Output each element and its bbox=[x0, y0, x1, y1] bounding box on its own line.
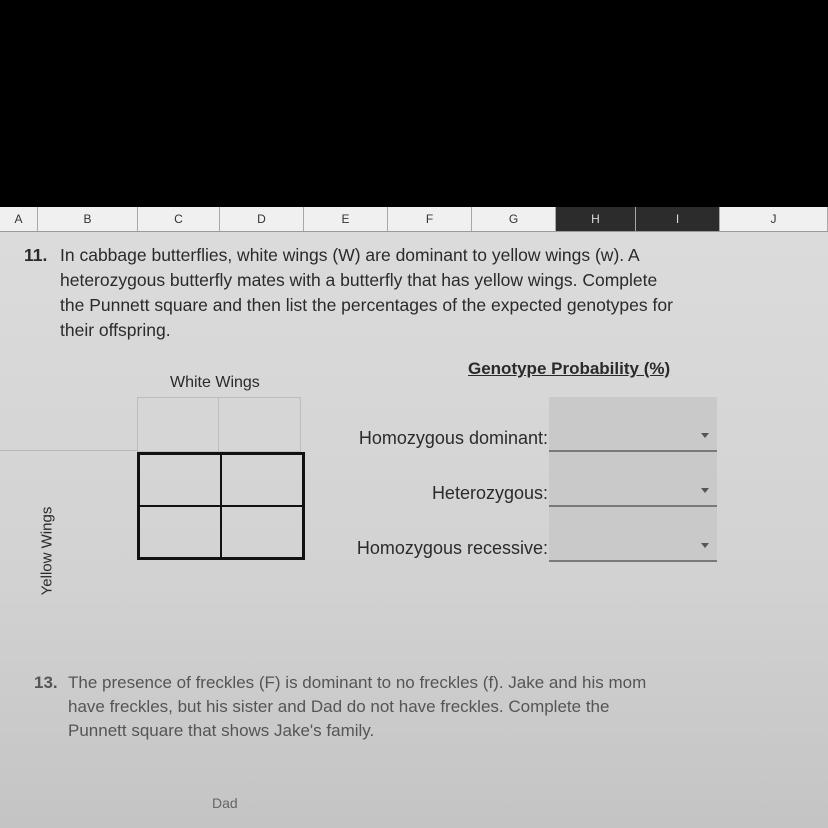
punnett-13-top-label: Dad bbox=[212, 795, 238, 811]
column-header-c[interactable]: C bbox=[138, 207, 220, 231]
column-header-g[interactable]: G bbox=[472, 207, 556, 231]
punnett-cell-4[interactable] bbox=[221, 506, 305, 560]
punnett-cell-3[interactable] bbox=[137, 506, 221, 560]
question-11-number: 11. bbox=[24, 245, 48, 265]
heterozygous-dropdown[interactable] bbox=[549, 452, 717, 507]
column-header-bar bbox=[0, 207, 828, 232]
homozygous-recessive-dropdown[interactable] bbox=[549, 507, 717, 562]
genotype-probability-heading: Genotype Probability (%) bbox=[468, 359, 671, 378]
question-11-line-3: the Punnett square and then list the percentages of the expected genotypes for bbox=[60, 295, 673, 315]
question-13-line-3: Punnett square that shows Jake's family. bbox=[68, 721, 375, 740]
punnett-allele-header-1[interactable] bbox=[137, 397, 219, 452]
homozygous-dominant-dropdown[interactable] bbox=[549, 397, 717, 452]
punnett-allele-header-2[interactable] bbox=[219, 397, 301, 452]
punnett-side-label: Yellow Wings bbox=[38, 506, 56, 596]
row-gridline bbox=[0, 450, 140, 451]
spreadsheet bbox=[0, 207, 828, 828]
question-11-line-4: their offspring. bbox=[60, 320, 171, 340]
chevron-down-icon bbox=[701, 543, 709, 548]
column-header-d[interactable]: D bbox=[220, 207, 304, 231]
column-header-i[interactable]: I bbox=[636, 207, 720, 231]
homozygous-recessive-label: Homozygous recessive: bbox=[356, 538, 548, 558]
column-header-b[interactable]: B bbox=[38, 207, 138, 231]
chevron-down-icon bbox=[701, 433, 709, 438]
column-header-h[interactable]: H bbox=[556, 207, 636, 231]
column-header-f[interactable]: F bbox=[388, 207, 472, 231]
heterozygous-label: Heterozygous: bbox=[431, 483, 548, 503]
question-13-line-1: The presence of freckles (F) is dominant to no freckles (f). Jake and his mom bbox=[68, 673, 647, 692]
punnett-top-label: White Wings bbox=[170, 374, 260, 391]
question-13-number: 13. bbox=[34, 673, 58, 692]
question-13-line-2: have freckles, but his sister and Dad do not have freckles. Complete the bbox=[68, 697, 610, 716]
question-11-line-2: heterozygous butterfly mates with a butterfly that has yellow wings. Complete bbox=[60, 270, 658, 290]
column-header-j[interactable]: J bbox=[720, 207, 828, 231]
homozygous-dominant-label: Homozygous dominant: bbox=[358, 428, 548, 448]
chevron-down-icon bbox=[701, 488, 709, 493]
punnett-cell-1[interactable] bbox=[137, 452, 221, 506]
column-header-a[interactable]: A bbox=[0, 207, 38, 231]
column-header-e[interactable]: E bbox=[304, 207, 388, 231]
punnett-cell-2[interactable] bbox=[221, 452, 305, 506]
question-11-line-1: In cabbage butterflies, white wings (W) are dominant to yellow wings (w). A bbox=[60, 245, 640, 265]
